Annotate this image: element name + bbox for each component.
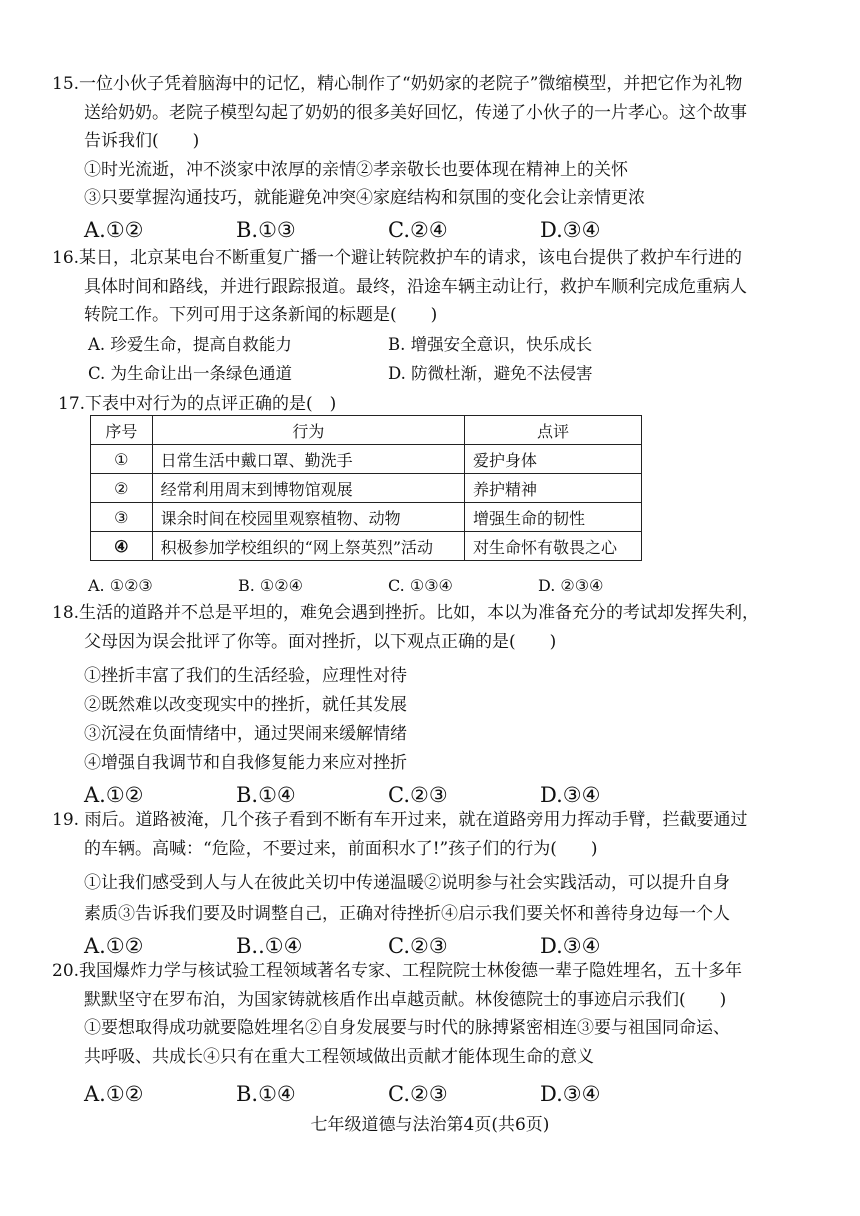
q16-stem-line3: 转院工作。下列可用于这条新闻的标题是( ): [84, 305, 438, 325]
q15-statement-line2: ③只要掌握沟通技巧，就能避免冲突④家庭结构和氛围的变化会让亲情更浓: [84, 188, 645, 208]
q17-table: [90, 415, 642, 561]
table-cell: ①: [91, 445, 153, 474]
q19-stem-line1: 19. 雨后。道路被淹，几个孩子看到不断有车开过来，就在道路旁用力挥动手臂，拦截要通过: [52, 810, 748, 830]
q16-option-a[interactable]: A. 珍爱生命，提高自救能力: [88, 334, 292, 354]
q19-statement-line1: ①让我们感受到人与人在彼此关切中传递温暖②说明参与社会实践活动，可以提升自身: [84, 873, 730, 893]
q19-option-d[interactable]: D.③④: [540, 934, 601, 958]
q20-option-d[interactable]: D.③④: [540, 1082, 601, 1106]
q16-stem-line1: 16.某日，北京某电台不断重复广播一个避让转院救护车的请求，该电台提供了救护车行进的: [52, 248, 743, 268]
table-cell: 积极参加学校组织的“网上祭英烈”活动: [152, 532, 464, 561]
q18-stem-line1: 18.生活的道路并不总是平坦的，难免会遇到挫折。比如，本以为准备充分的考试却发挥失利，: [52, 603, 760, 623]
q18-option-d[interactable]: D.③④: [540, 783, 601, 807]
q19-stem-line2: 的车辆。高喊：“危险，不要过来，前面积水了!”孩子们的行为( ): [84, 838, 598, 859]
q20-option-b[interactable]: B.①④: [236, 1082, 296, 1106]
q15-stem-line3: 告诉我们( ): [84, 131, 200, 151]
q16-stem-line2: 具体时间和路线，并进行跟踪报道。最终，沿途车辆主动让行，救护车顺利完成危重病人: [84, 276, 747, 297]
q20-options: [56, 1077, 776, 1111]
table-row: [91, 445, 642, 474]
table-header-row: [91, 416, 642, 445]
q15-option-b[interactable]: B.①③: [236, 217, 296, 242]
q15-statement-line1: ①时光流逝，冲不淡家中浓厚的亲情②孝亲敬长也要体现在精神上的关怀: [84, 159, 628, 180]
question-15: [52, 70, 776, 247]
q17-options-wrap: [60, 570, 780, 600]
q20-stem-line1: 20.我国爆炸力学与核试验工程领域著名专家、工程院院士林俊德一辈子隐姓埋名，五十多年: [52, 961, 743, 981]
q20-statement-line1: ①要想取得成功就要隐姓埋名②自身发展要与时代的脉搏紧密相连③要与祖国同命运、: [84, 1018, 730, 1038]
q18-statement-3: ③沉浸在负面情绪中，通过哭闹来缓解情绪: [84, 724, 407, 744]
q19-option-b[interactable]: B..①④: [236, 934, 303, 958]
q15-stem-line2: 送给奶奶。老院子模型勾起了奶奶的很多美好回忆，传递了小伙子的一片孝心。这个故事: [84, 102, 747, 123]
q15-stem-line1: 15.一位小伙子凭着脑海中的记忆，精心制作了“奶奶家的老院子”微缩模型，并把它作为礼物: [52, 74, 743, 94]
q15-option-d[interactable]: D.③④: [540, 217, 601, 242]
q19-statement-line2: 素质③告诉我们要及时调整自己，正确对待挫折④启示我们要关怀和善待身边每一个人: [84, 904, 730, 924]
table-cell: 增强生命的韧性: [465, 503, 642, 532]
q15-option-c[interactable]: C.②④: [388, 217, 448, 242]
q20-option-a[interactable]: A.①②: [84, 1082, 144, 1106]
q17-option-c[interactable]: C. ①③④: [388, 575, 453, 595]
q17-stem: 17.下表中对行为的点评正确的是( ): [58, 394, 337, 414]
q19-option-c[interactable]: C.②③: [388, 934, 448, 958]
q18-stem-line2: 父母因为误会批评了你等。面对挫折，以下观点正确的是( ): [84, 631, 557, 652]
table-row: [91, 474, 642, 503]
table-header-cell: 行为: [152, 416, 464, 445]
q17-option-d[interactable]: D. ②③④: [538, 575, 604, 595]
table-row: [91, 532, 642, 561]
table-row: [91, 503, 642, 532]
q18-option-a[interactable]: A.①②: [84, 783, 144, 807]
question-16: [52, 244, 776, 388]
page-footer: 七年级道德与法治第4页(共6页): [310, 1115, 550, 1135]
question-18: [52, 599, 776, 812]
q16-options: [56, 330, 776, 388]
q20-statement-line2: 共呼吸、共成长④只有在重大工程领域做出贡献才能体现生命的意义: [84, 1046, 594, 1067]
table-cell: 日常生活中戴口罩、勤洗手: [152, 445, 464, 474]
table-header-cell: 序号: [91, 416, 153, 445]
q18-statement-2: ②既然难以改变现实中的挫折，就任其发展: [84, 695, 407, 715]
q17-option-a[interactable]: A. ①②③: [88, 575, 153, 595]
q15-option-a[interactable]: A.①②: [84, 217, 144, 242]
q17-options: [60, 570, 780, 600]
q18-option-c[interactable]: C.②③: [388, 783, 448, 807]
table-cell: ④: [91, 532, 153, 561]
question-20: [52, 957, 776, 1111]
question-19: [52, 806, 776, 963]
table-cell: 爱护身体: [465, 445, 642, 474]
table-cell: 对生命怀有敬畏之心: [465, 532, 642, 561]
q16-option-c[interactable]: C. 为生命让出一条绿色通道: [88, 363, 293, 383]
q16-option-d[interactable]: D. 防微杜渐，避免不法侵害: [388, 363, 593, 383]
q20-option-c[interactable]: C.②③: [388, 1082, 448, 1106]
table-header-cell: 点评: [465, 416, 642, 445]
q18-statement-4: ④增强自我调节和自我修复能力来应对挫折: [84, 753, 407, 773]
table-cell: 经常利用周末到博物馆观展: [152, 474, 464, 503]
q18-option-b[interactable]: B.①④: [236, 783, 296, 807]
q15-options: [56, 213, 776, 247]
table-cell: 养护精神: [465, 474, 642, 503]
q18-statement-1: ①挫折丰富了我们的生活经验，应理性对待: [84, 666, 407, 686]
table-cell: ②: [91, 474, 153, 503]
q20-stem-line2: 默默坚守在罗布泊，为国家铸就核盾作出卓越贡献。林俊德院士的事迹启示我们( ): [84, 989, 727, 1010]
q16-option-b[interactable]: B. 增强安全意识，快乐成长: [388, 334, 593, 354]
table-cell: ③: [91, 503, 153, 532]
q17-option-b[interactable]: B. ①②④: [238, 575, 303, 595]
q19-option-a[interactable]: A.①②: [84, 934, 144, 958]
table-cell: 课余时间在校园里观察植物、动物: [152, 503, 464, 532]
